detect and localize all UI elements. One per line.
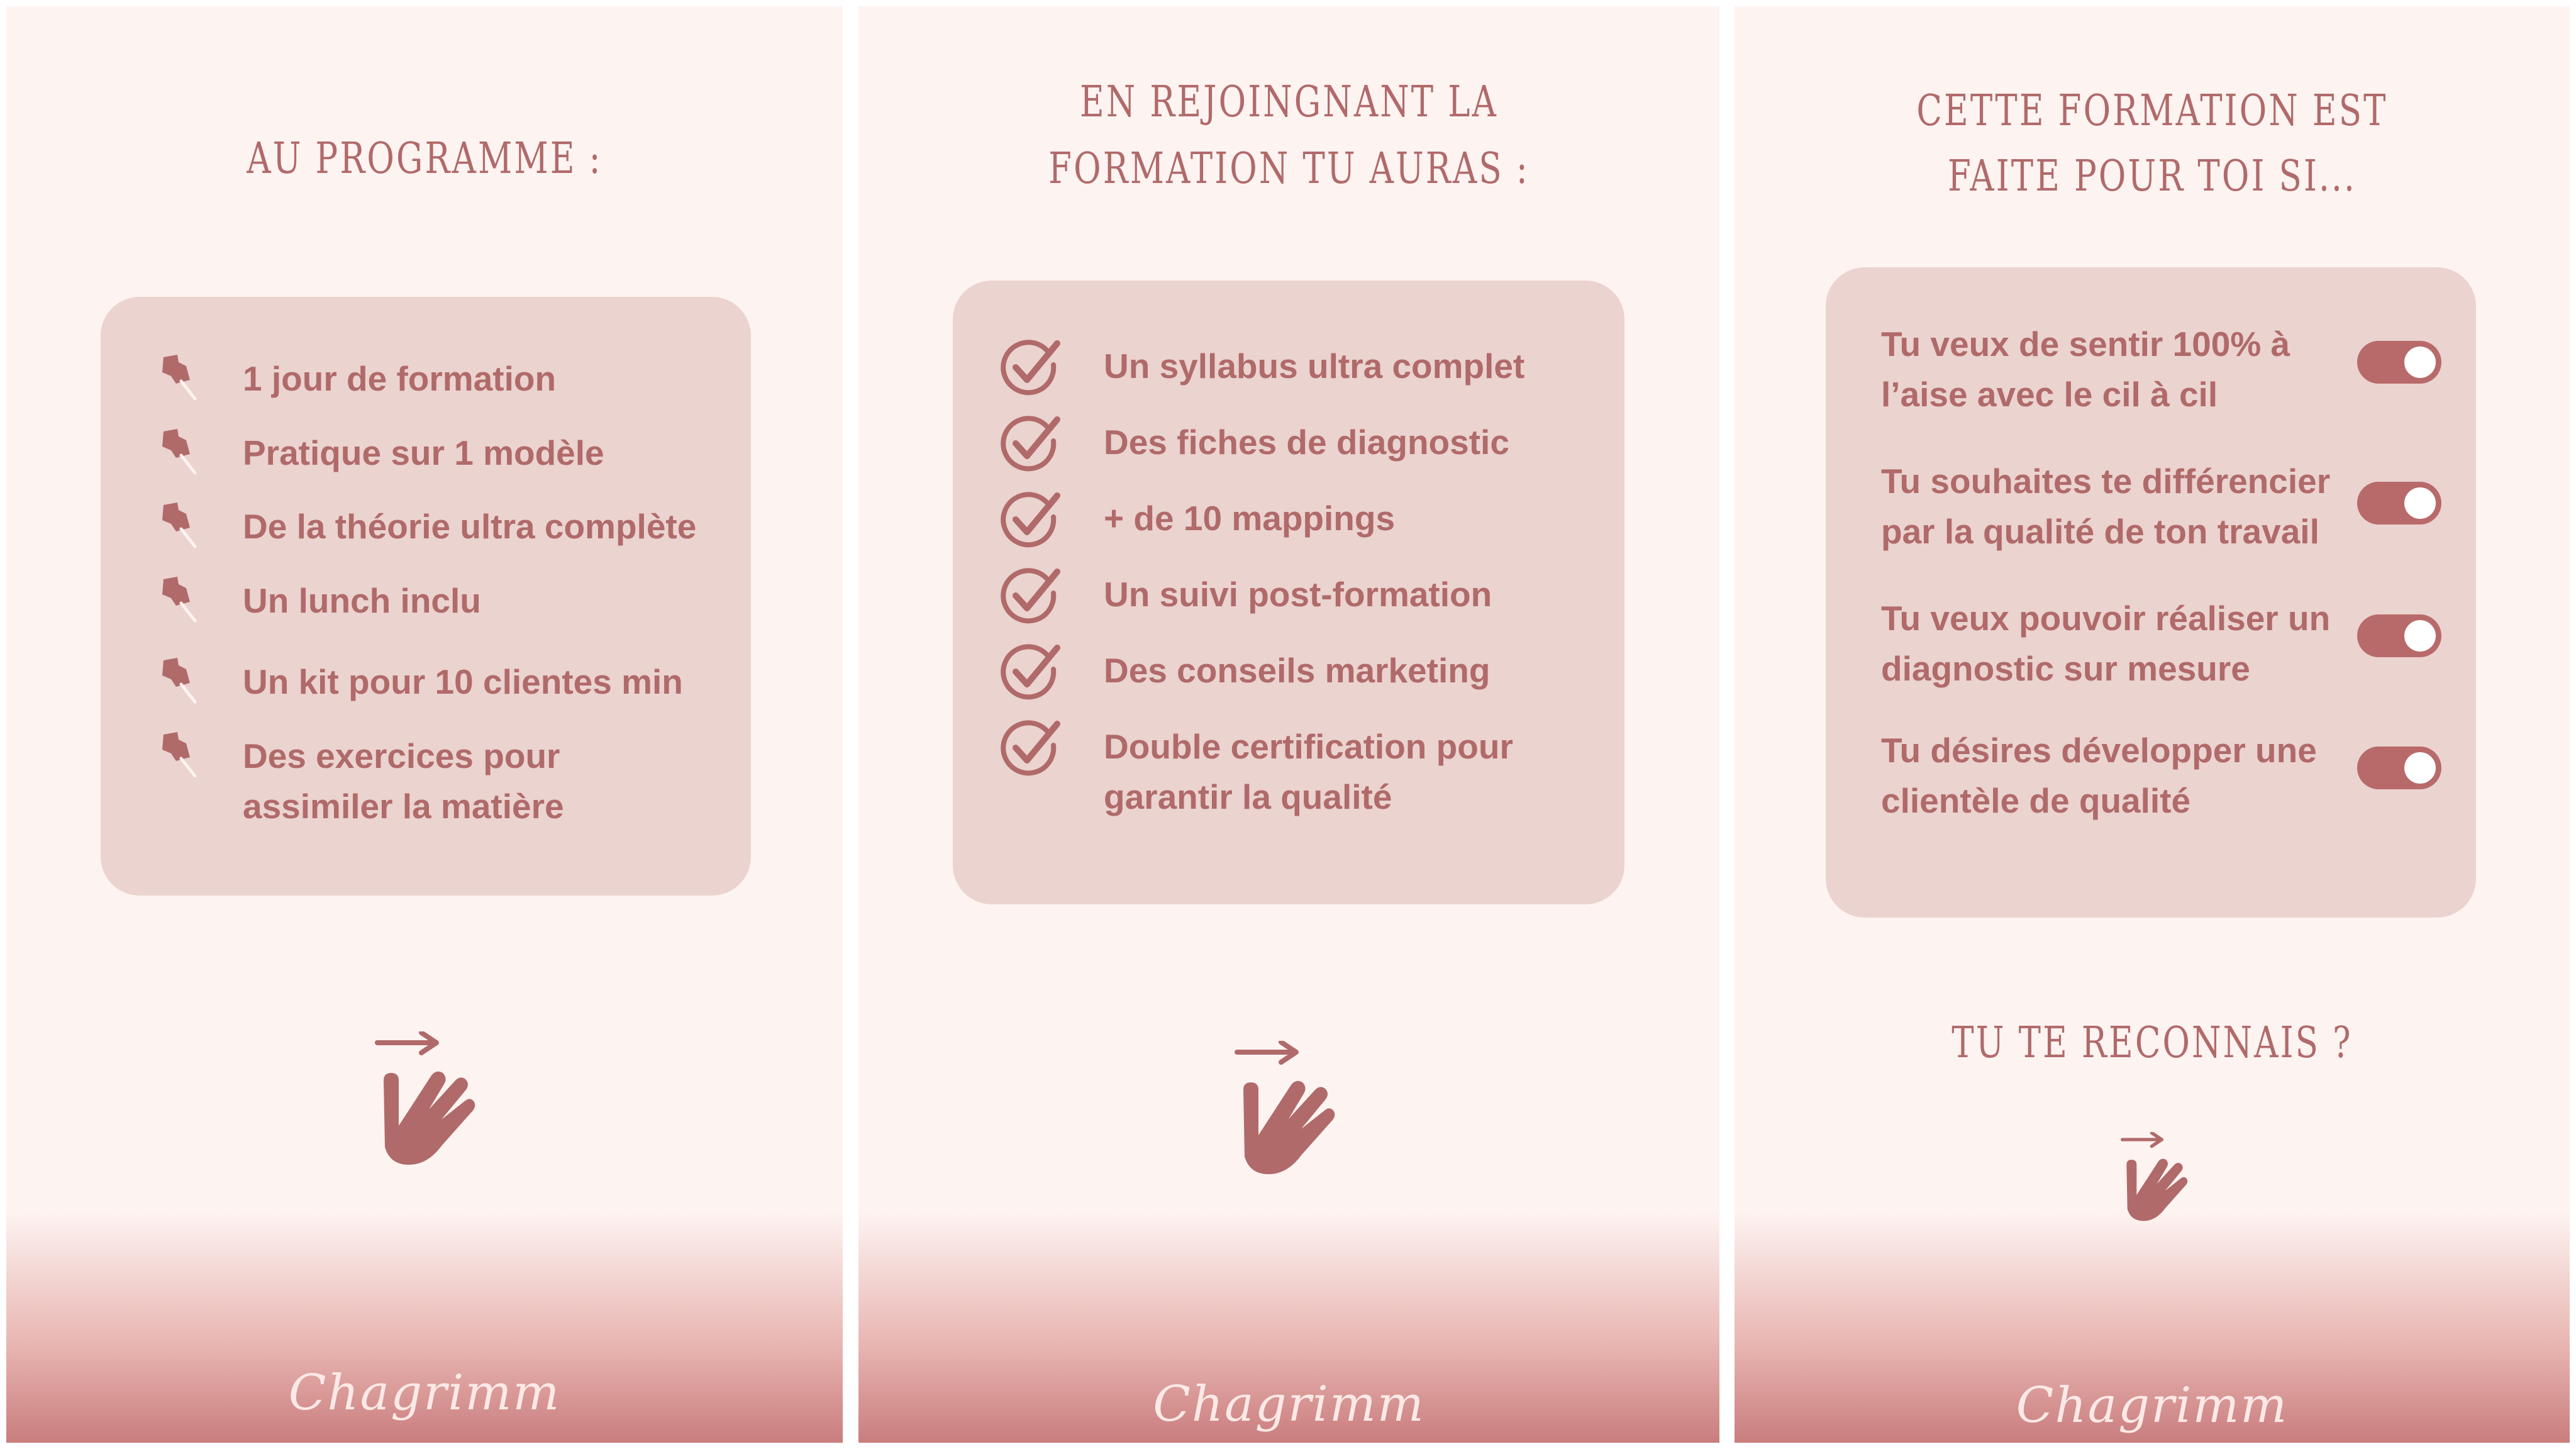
signature-logo: Chagrimm	[2016, 1377, 2289, 1434]
slide-title-line-1: CETTE FORMATION EST	[1916, 86, 2388, 136]
list-item	[1881, 319, 2334, 419]
list-item	[158, 657, 724, 707]
swipe-right-hand-icon	[2118, 1132, 2194, 1233]
list-item	[158, 428, 724, 478]
list-item-text: Un syllabus ultra complet	[1104, 347, 1525, 386]
pushpin-icon	[158, 731, 199, 779]
list-item	[1881, 456, 2334, 557]
list-item	[998, 640, 1602, 703]
benefits-card	[953, 280, 1624, 904]
slide-title-line-2: FORMATION TU AURAS :	[1048, 144, 1530, 194]
list-item	[1881, 725, 2334, 826]
check-circle-icon	[998, 716, 1061, 779]
list-item	[158, 731, 724, 831]
check-circle-icon	[998, 336, 1061, 399]
check-circle-icon	[998, 488, 1061, 551]
list-item-text: Tu souhaites te différencier par la qualité de ton travail	[1881, 462, 2331, 551]
audience-card	[1826, 267, 2476, 918]
list-item-text: Des fiches de diagnostic	[1104, 423, 1509, 462]
list-item-text: 1 jour de formation	[243, 359, 557, 398]
list-item-text: Tu veux de sentir 100% à l’aise avec le cil à cil	[1881, 325, 2290, 414]
list-item-text: Tu désires développer une clientèle de qualité	[1881, 731, 2317, 820]
list-item	[998, 488, 1602, 551]
list-item-text: Tu veux pouvoir réaliser un diagnostic sur mesure	[1881, 599, 2331, 688]
check-circle-icon	[998, 412, 1061, 475]
list-item-text: Un suivi post-formation	[1104, 575, 1492, 614]
swipe-right-hand-icon	[371, 1031, 484, 1182]
toggle-switch[interactable]	[2357, 482, 2441, 525]
list-item	[998, 412, 1602, 475]
toggle-switch[interactable]	[2357, 747, 2441, 789]
slide-title: AU PROGRAMME :	[247, 134, 602, 184]
list-item-text: Pratique sur 1 modèle	[243, 433, 604, 472]
pushpin-icon	[158, 428, 199, 475]
pushpin-icon	[158, 353, 199, 401]
check-circle-icon	[998, 640, 1061, 703]
slide-programme	[6, 6, 843, 1443]
list-item-text: Des conseils marketing	[1104, 651, 1491, 690]
programme-card	[101, 297, 751, 896]
list-item-text: Double certification pour garantir la qualité	[1104, 727, 1513, 816]
pushpin-icon	[158, 575, 199, 623]
list-item	[158, 501, 724, 552]
check-circle-icon	[998, 564, 1061, 627]
pushpin-icon	[158, 657, 199, 704]
slide-target-audience	[1735, 6, 2570, 1443]
list-item-text: Des exercices pour assimiler la matière	[243, 736, 564, 826]
slide-title-line-1: EN REJOINGNANT LA	[1079, 77, 1499, 127]
list-item	[998, 336, 1602, 399]
list-item-text: De la théorie ultra complète	[243, 507, 697, 546]
list-item-text: Un kit pour 10 clientes min	[243, 662, 683, 701]
swipe-right-hand-icon	[1231, 1041, 1344, 1192]
slide-benefits	[858, 6, 1719, 1443]
list-item	[998, 564, 1602, 627]
signature-logo: Chagrimm	[1153, 1376, 1425, 1433]
question-heading: TU TE RECONNAIS ?	[1951, 1018, 2353, 1068]
list-item	[158, 575, 724, 626]
list-item-text: Un lunch inclu	[243, 581, 481, 620]
toggle-knob	[2404, 620, 2436, 652]
pushpin-icon	[158, 501, 199, 549]
list-item	[998, 716, 1602, 822]
list-item	[158, 353, 724, 404]
list-item-text: + de 10 mappings	[1104, 499, 1396, 538]
toggle-knob	[2404, 347, 2436, 378]
toggle-knob	[2404, 487, 2436, 519]
slide-title-line-2: FAITE POUR TOI SI...	[1947, 152, 2357, 201]
list-item	[1881, 593, 2334, 694]
toggle-switch[interactable]	[2357, 341, 2441, 384]
signature-logo: Chagrimm	[288, 1365, 561, 1421]
toggle-switch[interactable]	[2357, 614, 2441, 657]
toggle-knob	[2404, 752, 2436, 784]
